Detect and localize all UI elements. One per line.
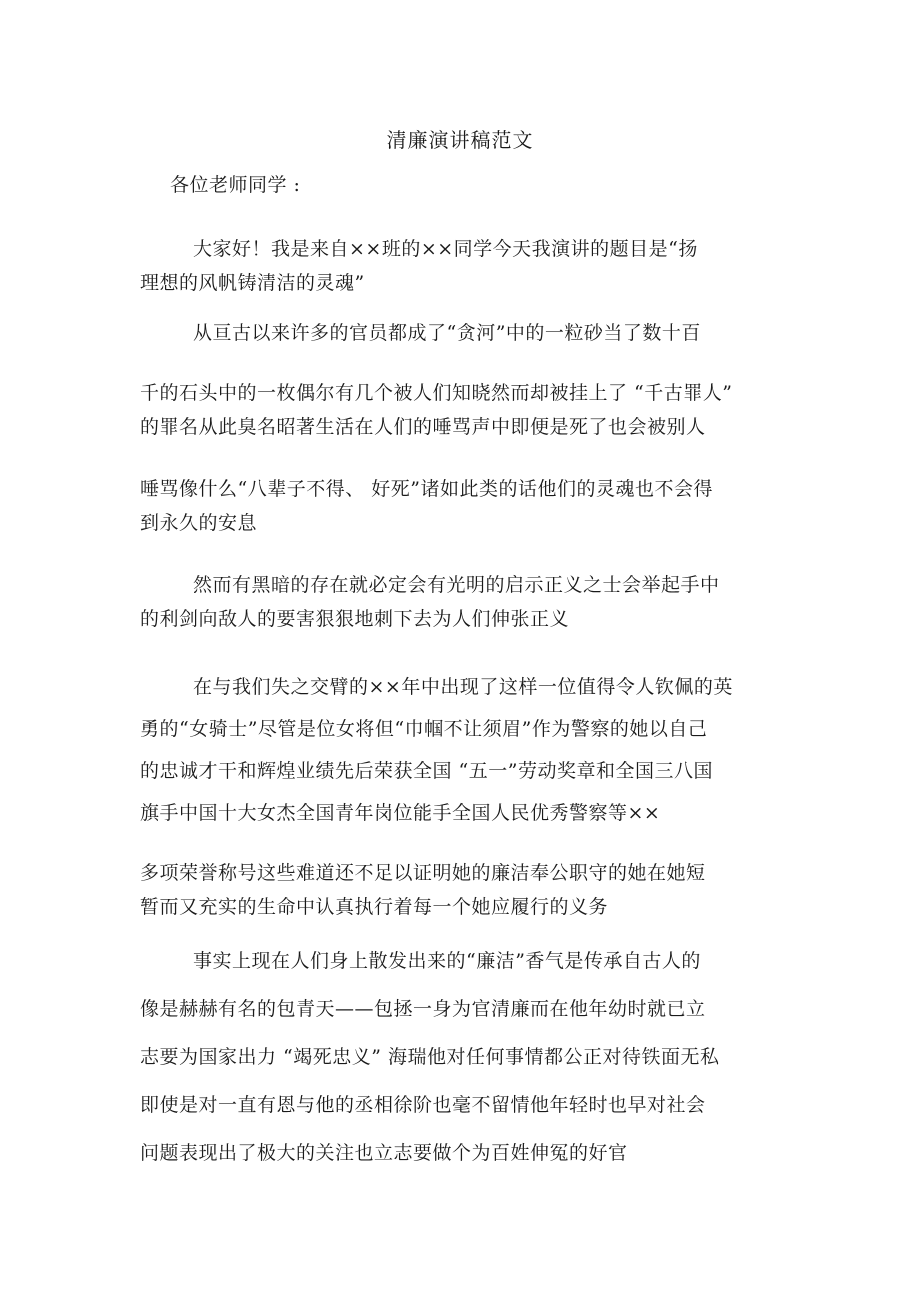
- text-line: 千的石头中的一枚偶尔有几个被人们知晓然而却被挂上了 “千古罪人”: [140, 382, 733, 404]
- page-title: 清廉演讲稿范文: [386, 128, 534, 152]
- text-line: 然而有黑暗的存在就必定会有光明的启示正义之士会举起手中: [193, 574, 720, 596]
- text-line: 大家好！我是来自××班的××同学今天我演讲的题目是“扬: [193, 238, 698, 260]
- text-line: 像是赫赫有名的包青天——包拯一身为官清廉而在他年幼时就已立: [140, 998, 706, 1020]
- text-line: 的忠诚才干和辉煌业绩先后荣获全国 “五一”劳动奖章和全国三八国: [140, 760, 713, 782]
- text-line: 旗手中国十大女杰全国青年岗位能手全国人民优秀警察等××: [140, 802, 661, 824]
- text-line: 问题表现出了极大的关注也立志要做个为百姓伸冤的好官: [140, 1142, 628, 1164]
- text-line: 到永久的安息: [140, 512, 258, 534]
- text-line: 即使是对一直有恩与他的丞相徐阶也毫不留情他年轻时也早对社会: [140, 1094, 706, 1116]
- text-line: 从亘古以来许多的官员都成了“贪河”中的一粒砂当了数十百: [193, 322, 701, 344]
- text-line: 理想的风帆铸清洁的灵魂”: [140, 272, 365, 294]
- text-line: 志要为国家出力 “竭死忠义” 海瑞他对任何事情都公正对待铁面无私: [140, 1046, 720, 1068]
- text-line: 多项荣誉称号这些难道还不足以证明她的廉洁奉公职守的她在她短: [140, 862, 706, 884]
- text-line: 事实上现在人们身上散发出来的“廉洁”香气是传承自古人的: [193, 950, 701, 972]
- text-line: 勇的“女骑士”尽管是位女将但“巾帼不让须眉”作为警察的她以自己: [140, 718, 708, 740]
- text-line: 唾骂像什么“八辈子不得、 好死”诸如此类的话他们的灵魂也不会得: [140, 478, 713, 500]
- salutation: 各位老师同学 :: [170, 174, 301, 196]
- text-line: 的罪名从此臭名昭著生活在人们的唾骂声中即便是死了也会被别人: [140, 416, 706, 438]
- text-line: 暂而又充实的生命中认真执行着每一个她应履行的义务: [140, 896, 609, 918]
- text-line: 的利剑向敌人的要害狠狠地刺下去为人们伸张正义: [140, 608, 570, 630]
- text-line: 在与我们失之交臂的××年中出现了这样一位值得令人钦佩的英: [193, 676, 733, 698]
